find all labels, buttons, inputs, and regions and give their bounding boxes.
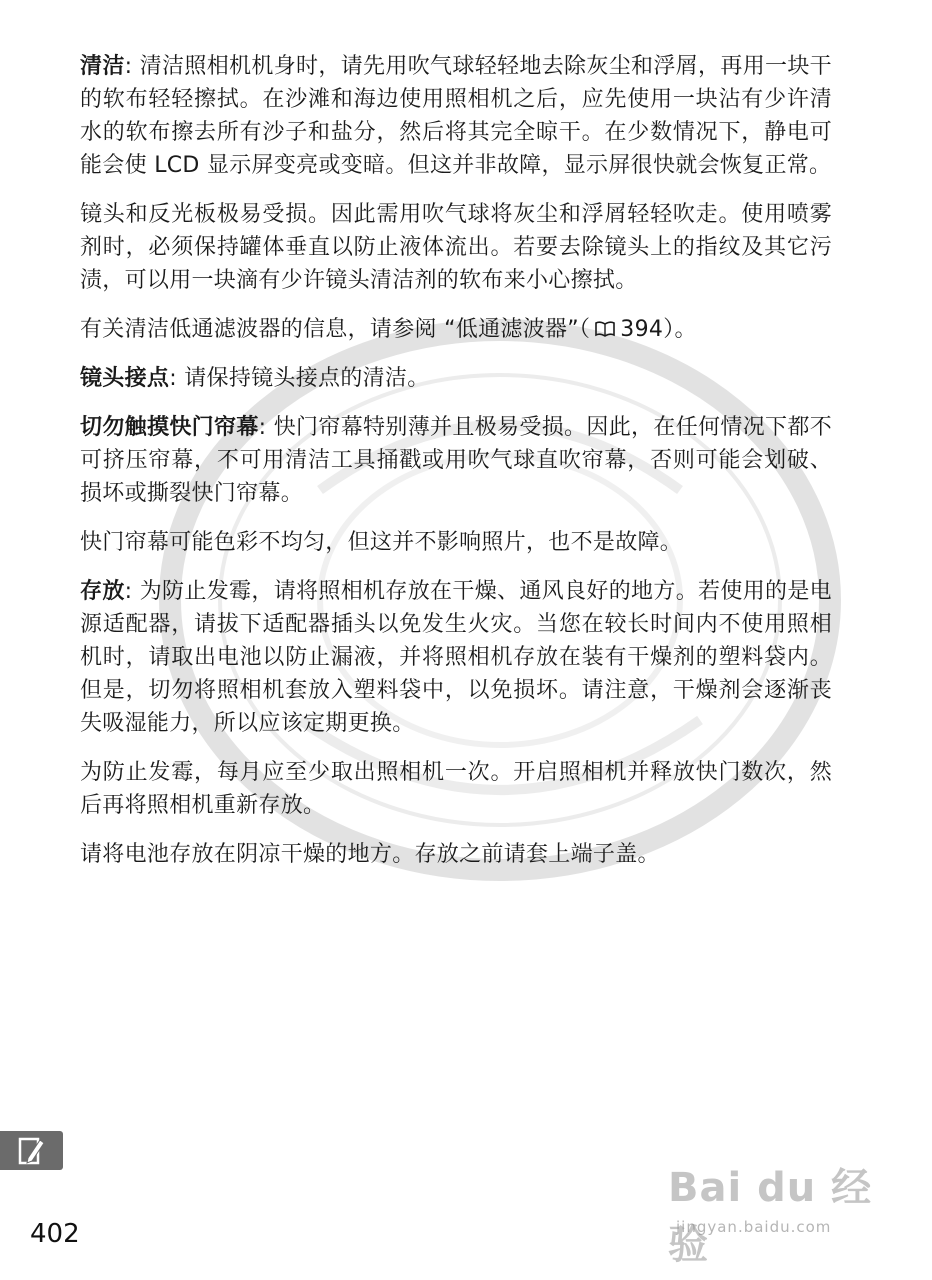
term-shutter-curtain: 切勿触摸快门帘幕 [80, 415, 259, 440]
reference-page[interactable]: 394 [620, 317, 664, 342]
paragraph-text: 有关清洁低通滤波器的信息，请参阅 “低通滤波器”（ [80, 317, 591, 342]
paragraph-text: 请将电池存放在阴凉干燥的地方。存放之前请套上端子盖。 [80, 842, 660, 867]
paragraph-text: 为防止发霉，每月应至少取出照相机一次。开启照相机并释放快门数次，然后再将照相机重新存放。 [80, 760, 832, 818]
baidu-url: jingyan.baidu.com [676, 1218, 832, 1236]
page-content [80, 50, 832, 887]
paragraph-cleaning [80, 50, 832, 182]
paragraph-low-pass-filter [80, 313, 832, 346]
paragraph-lens-contacts [80, 362, 832, 395]
baidu-logo: Bai du 经验 [668, 1165, 873, 1268]
separator: : [258, 415, 274, 440]
paragraph-shutter-curtain [80, 411, 832, 510]
page-number: 402 [30, 1219, 80, 1249]
paragraph-lens-mirror [80, 198, 832, 297]
paragraph-text: 快门帘幕可能色彩不均匀，但这并不影响照片，也不是故障。 [80, 530, 683, 555]
baidu-watermark [660, 1148, 890, 1268]
paragraph-text: 镜头和反光板极易受损。因此需用吹气球将灰尘和浮屑轻轻吹走。使用喷雾剂时，必须保持罐体垂直以防止液体流出。若要去除镜头上的指纹及其它污渍，可以用一块滴有少许镜头清洁剂的软布来小心擦拭。 [80, 202, 832, 293]
separator: : [169, 366, 185, 391]
section-tab[interactable] [0, 1131, 63, 1170]
paragraph-text: 为防止发霉，请将照相机存放在干燥、通风良好的地方。若使用的是电源适配器，请拔下适配器插头以免发生火灾。当您在较长时间内不使用照相机时，请取出电池以防止漏液，并将照相机存放在装有干燥剂的塑料袋内。但是，切勿将照相机套放入塑料袋中，以免损坏。请注意，干燥剂会逐渐丧失吸湿能力，所以应该定期更换。 [80, 579, 832, 736]
paragraph-text: ）。 [663, 317, 697, 342]
paragraph-storage [80, 575, 832, 740]
paragraph-text: 快门帘幕特别薄并且极易受损。因此，在任何情况下都不可挤压帘幕，不可用清洁工具捅戳或用吹气球直吹帘幕，否则可能会划破、损坏或撕裂快门帘幕。 [80, 415, 832, 506]
book-icon [594, 321, 616, 337]
separator: : [124, 579, 140, 604]
paragraph-text: 清洁照相机机身时，请先用吹气球轻轻地去除灰尘和浮屑，再用一块干的软布轻轻擦拭。在沙滩和海边使用照相机之后，应先使用一块沾有少许清水的软布擦去所有沙子和盐分，然后将其完全晾干。在少数情况下，静电可能会使 LCD 显示屏变亮或变暗。但这并非故障，显示屏很快就会恢复正常。 [80, 54, 832, 178]
term-storage: 存放 [80, 579, 125, 604]
term-cleaning: 清洁 [80, 54, 125, 79]
paragraph-battery-storage [80, 838, 832, 871]
separator: : [124, 54, 140, 79]
note-pencil-icon [18, 1136, 46, 1166]
paragraph-text: 请保持镜头接点的清洁。 [184, 366, 430, 391]
term-lens-contacts: 镜头接点 [80, 366, 170, 391]
paragraph-mildew [80, 756, 832, 822]
paragraph-shutter-color [80, 526, 832, 559]
